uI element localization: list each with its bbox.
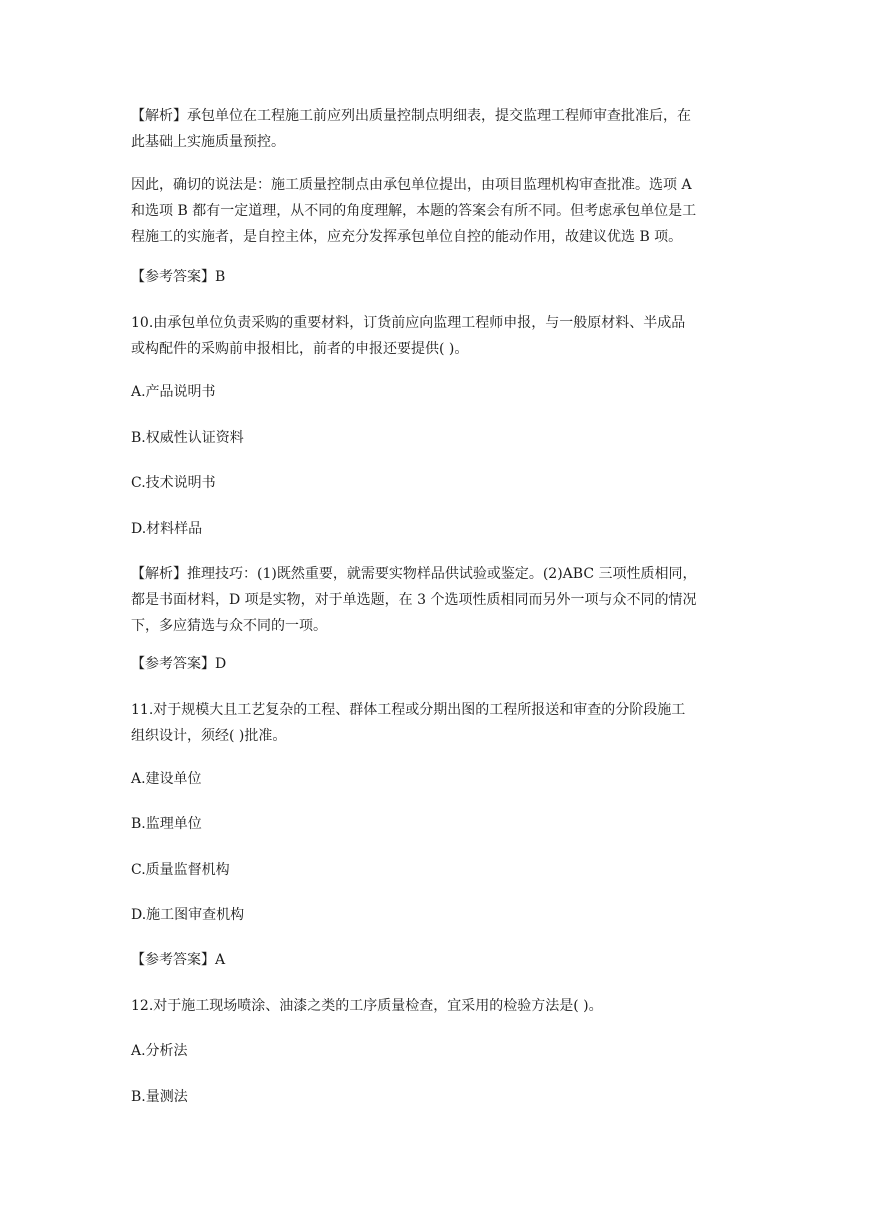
text-line: C.技术说明书 — [131, 475, 216, 491]
text-line: B.权威性认证资料 — [131, 430, 244, 446]
text-line: D.材料样品 — [131, 521, 203, 537]
text-line: 12.对于施工现场喷涂、油漆之类的工序质量检查，宜采用的检验方法是( )。 — [131, 998, 603, 1014]
answer-paragraph-q10 — [131, 651, 741, 677]
text-line: 组织设计，须经( )批准。 — [131, 728, 287, 744]
q10-option-d — [131, 516, 741, 542]
answer-paragraph-q11 — [131, 947, 741, 973]
text-line: 【解析】承包单位在工程施工前应列出质量控制点明细表，提交监理工程师审查批准后，在 — [131, 108, 691, 124]
q12-option-a — [131, 1038, 741, 1064]
text-line: D.施工图审查机构 — [131, 907, 245, 923]
text-line: A.产品说明书 — [131, 384, 216, 400]
q12-option-b — [131, 1084, 741, 1110]
text-line: 【参考答案】A — [131, 952, 226, 968]
text-line: 下，多应猜选与众不同的一项。 — [131, 618, 327, 634]
text-line: C.质量监督机构 — [131, 862, 230, 878]
text-line: A.分析法 — [131, 1043, 188, 1059]
question-10 — [131, 310, 741, 362]
text-line: 和选项 B 都有一定道理，从不同的角度理解，本题的答案会有所不同。但考虑承包单位是工 — [131, 203, 697, 219]
question-11 — [131, 697, 741, 749]
text-line: B.量测法 — [131, 1089, 188, 1105]
text-line: 10.由承包单位负责采购的重要材料，订货前应向监理工程师申报，与一般原材料、半成品 — [131, 315, 686, 331]
q10-option-c — [131, 470, 741, 496]
text-line: 或构配件的采购前申报相比，前者的申报还要提供( )。 — [131, 341, 469, 357]
text-line: 程施工的实施者，是自控主体，应充分发挥承包单位自控的能动作用，故建议优选 B 项。 — [131, 229, 683, 245]
q11-option-b — [131, 811, 741, 837]
text-line: B.监理单位 — [131, 816, 202, 832]
text-line: 【参考答案】D — [131, 656, 227, 672]
q11-option-a — [131, 766, 741, 792]
text-line: 【参考答案】B — [131, 269, 226, 285]
question-12 — [131, 993, 741, 1019]
analysis-paragraph-q9 — [131, 103, 741, 155]
text-line: 11.对于规模大且工艺复杂的工程、群体工程或分期出图的工程所报送和审查的分阶段施工 — [131, 702, 686, 718]
q11-option-c — [131, 857, 741, 883]
conclusion-paragraph-q9 — [131, 172, 741, 250]
q11-option-d — [131, 902, 741, 928]
q10-option-a — [131, 379, 741, 405]
analysis-paragraph-q10 — [131, 561, 741, 639]
text-line: A.建设单位 — [131, 771, 202, 787]
text-line: 因此，确切的说法是：施工质量控制点由承包单位提出，由项目监理机构审查批准。选项 A — [131, 177, 692, 193]
answer-paragraph-q9 — [131, 264, 741, 290]
text-line: 此基础上实施质量预控。 — [131, 134, 285, 150]
text-line: 都是书面材料，D 项是实物，对于单选题，在 3 个选项性质相同而另外一项与众不同的情况 — [131, 592, 697, 608]
text-line: 【解析】推理技巧：(1)既然重要，就需要实物样品供试验或鉴定。(2)ABC 三项性质相同， — [131, 566, 697, 582]
q10-option-b — [131, 425, 741, 451]
